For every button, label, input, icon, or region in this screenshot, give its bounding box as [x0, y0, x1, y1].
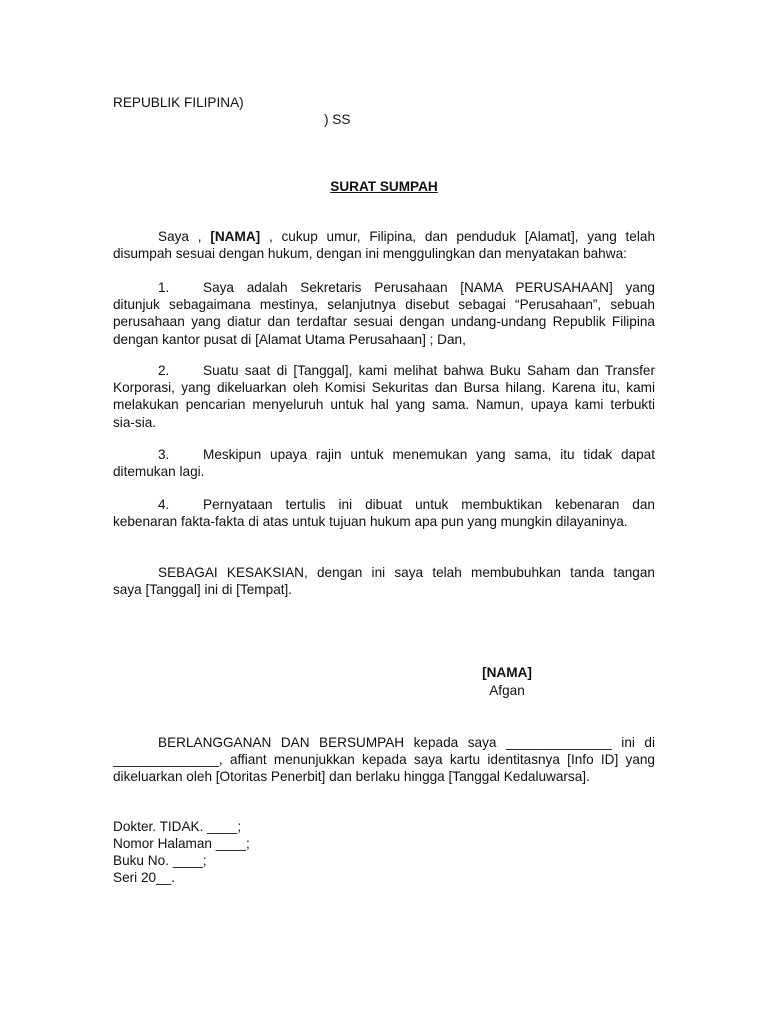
- item-3-text-1: Meskipun upaya rajin untuk menemukan yang sama, itu tidak dapat: [203, 447, 655, 462]
- signature-role: Afgan: [489, 682, 525, 698]
- item-3-number: 3.: [158, 447, 170, 462]
- item-3-line-1: [113, 446, 655, 463]
- jurat-line-1: BERLANGGANAN DAN BERSUMPAH kepada saya ______________ ini di: [158, 735, 655, 750]
- intro-post: , cukup umur, Filipina, dan penduduk [Alamat], yang telah: [268, 229, 656, 244]
- notarial-series: Seri 20__.: [113, 870, 175, 885]
- jurat-line-3: dikeluarkan oleh [Otoritas Penerbit] dan berlaku hingga [Tanggal Kedaluwarsa].: [113, 769, 590, 785]
- item-4: [113, 496, 655, 530]
- notarial-page-no: Nomor Halaman ____;: [113, 836, 250, 851]
- witness-paragraph: [113, 564, 655, 598]
- item-1: [113, 279, 655, 348]
- notarial-doc-no: Dokter. TIDAK. ____;: [113, 819, 242, 834]
- item-2-line-3: melakukan pencarian menyeluruh untuk hal yang sama. Namun, upaya kami terbukti: [113, 397, 655, 413]
- item-2-text-1: Suatu saat di [Tanggal], kami melihat bahwa Buku Saham dan Transfer: [203, 363, 655, 378]
- intro-name: [NAMA]: [210, 229, 261, 244]
- header-ss: ) SS: [324, 112, 351, 127]
- intro-line-1: [113, 228, 655, 245]
- item-2-line-2: Korporasi, yang dikeluarkan oleh Komisi Sekuritas dan Bursa hilang. Karena itu, kami: [113, 380, 655, 396]
- signature-block: [440, 664, 574, 699]
- item-2: [113, 362, 655, 431]
- item-1-line-3: perusahaan yang diatur dan terdaftar sesuai dengan undang-undang Republik Filipina: [113, 314, 655, 330]
- witness-line-1: SEBAGAI KESAKSIAN, dengan ini saya telah membubuhkan tanda tangan: [158, 565, 655, 580]
- item-3: [113, 446, 655, 480]
- signature-name: [NAMA]: [482, 665, 532, 680]
- jurat-paragraph: [113, 734, 655, 786]
- document-title: SURAT SUMPAH: [330, 179, 438, 194]
- header-republic: REPUBLIK FILIPINA): [113, 95, 244, 110]
- item-2-number: 2.: [158, 363, 170, 378]
- item-1-number: 1.: [158, 280, 170, 295]
- intro-line-2: disumpah sesuai dengan hukum, dengan ini menggulingkan dan menyatakan bahwa:: [113, 246, 627, 262]
- item-4-line-1: [113, 496, 655, 513]
- intro-pre: Saya ,: [158, 229, 202, 244]
- witness-line-2: saya [Tanggal] ini di [Tempat].: [113, 582, 293, 598]
- intro-paragraph: [113, 228, 655, 262]
- item-4-line-2: kebenaran fakta-fakta di atas untuk tujuan hukum apa pun yang mungkin dilayaninya.: [113, 514, 628, 530]
- item-4-number: 4.: [158, 497, 170, 512]
- item-1-line-1: [113, 279, 655, 296]
- item-1-text-1: Saya adalah Sekretaris Perusahaan [NAMA PERUSAHAAN] yang: [203, 280, 655, 295]
- jurat-line-2: ______________, affiant menunjukkan kepada saya kartu identitasnya [Info ID] yang: [113, 752, 655, 768]
- item-4-text-1: Pernyataan tertulis ini dibuat untuk membuktikan kebenaran dan: [203, 497, 655, 512]
- item-2-line-4: sia-sia.: [113, 414, 157, 430]
- notarial-book-no: Buku No. ____;: [113, 853, 207, 868]
- item-3-line-2: ditemukan lagi.: [113, 464, 205, 480]
- item-1-line-4: dengan kantor pusat di [Alamat Utama Perusahaan] ; Dan,: [113, 331, 466, 347]
- item-2-line-1: [113, 362, 655, 379]
- item-1-line-2: ditunjuk sebagaimana mestinya, selanjutnya disebut sebagai “Perusahaan”, sebuah: [113, 297, 655, 313]
